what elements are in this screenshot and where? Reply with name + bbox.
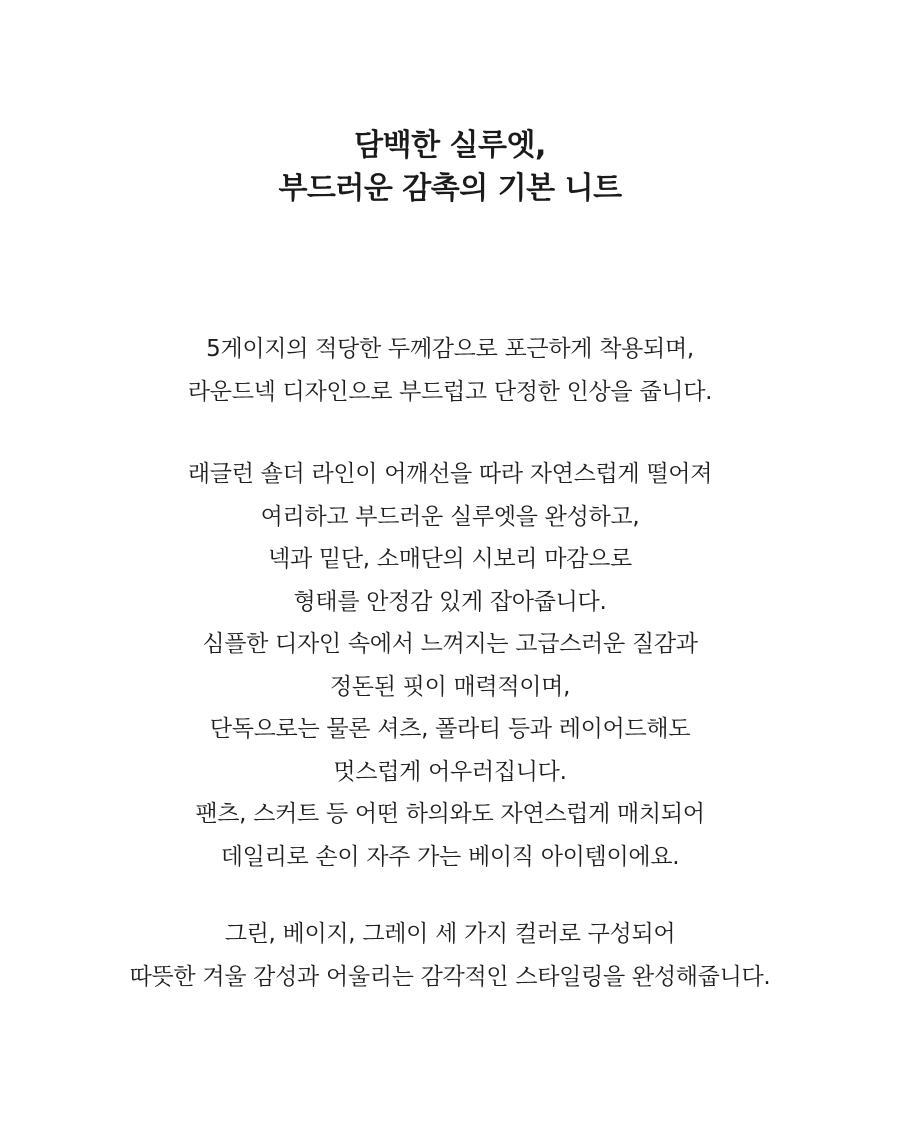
description-paragraph-3 [0,913,900,998]
description-line: 따뜻한 겨울 감성과 어울리는 감각적인 스타일링을 완성해줍니다. [129,963,771,990]
description-line: 형태를 안정감 있게 잡아줍니다. [293,588,607,615]
description-line: 5게이지의 적당한 두께감으로 포근하게 착용되며, [206,336,694,362]
headline-line: 담백한 실루엣, [354,128,546,163]
headline-line: 부드러운 감촉의 기본 니트 [278,171,622,206]
description-line: 단독으로는 물론 셔츠, 폴라티 등과 레이어드해도 [209,716,691,742]
description-paragraph-2 [0,453,900,878]
description-line: 라운드넥 디자인으로 부드럽고 단정한 인상을 줍니다. [187,378,713,405]
description-line: 정돈된 핏이 매력적이며, [329,673,571,700]
description-line: 그린, 베이지, 그레이 세 가지 컬러로 구성되어 [224,921,676,947]
description-line: 팬츠, 스커트 등 어떤 하의와도 자연스럽게 매치되어 [195,801,705,827]
description-line: 심플한 디자인 속에서 느껴지는 고급스러운 질감과 [202,631,698,657]
description-line: 여리하고 부드러운 실루엣을 완성하고, [260,503,640,530]
description-line: 넥과 밑단, 소매단의 시보리 마감으로 [268,546,632,572]
description-paragraph-1 [0,328,900,413]
description-line: 멋스럽게 어우러집니다. [333,758,567,785]
headline [0,124,900,210]
description-line: 래글런 숄더 라인이 어깨선을 따라 자연스럽게 떨어져 [187,461,713,487]
description-line: 데일리로 손이 자주 가는 베이직 아이템이에요. [220,843,680,870]
